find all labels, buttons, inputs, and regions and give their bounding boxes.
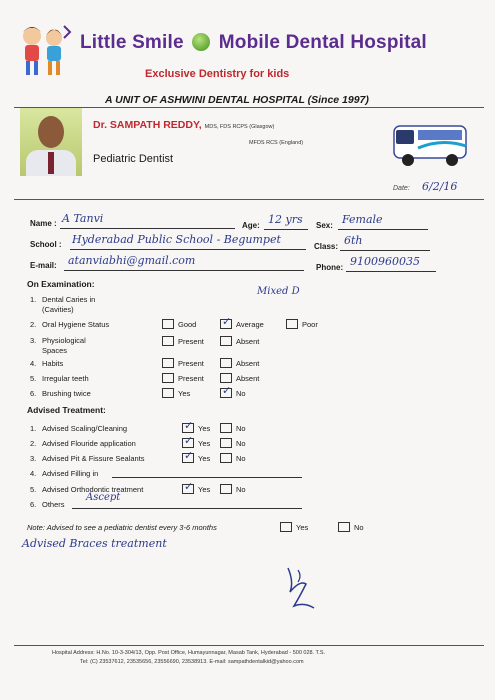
treat-item-flouride: Advised Flouride application — [42, 439, 136, 448]
option-label: Yes — [178, 388, 191, 398]
option-label: Yes — [296, 522, 309, 532]
footer-address: Hospital Address: H.No. 10-3-304/13, Opp. Post Office, Humayunnagar, Masab Tank, Hyderabad - 500 028. T.S. — [52, 650, 326, 656]
school-value: Hyderabad Public School - Begumpet — [72, 233, 281, 246]
tooth-logo-icon — [192, 33, 210, 51]
phone-label: Phone: — [316, 263, 344, 272]
checkbox-checked[interactable] — [182, 438, 194, 448]
treat-num-4: 4. — [30, 469, 37, 478]
checkbox[interactable] — [220, 358, 232, 368]
treat-item-others: Others — [42, 500, 65, 509]
option-label: Yes — [198, 423, 211, 433]
treat-item-ortho: Advised Orthodontic treatment — [42, 485, 144, 494]
class-value: 6th — [344, 234, 363, 247]
ortho-no-option[interactable] — [220, 484, 246, 494]
checkbox[interactable] — [286, 319, 298, 329]
age-value: 12 yrs — [268, 213, 303, 226]
spaces-present-option[interactable] — [162, 336, 204, 346]
checkbox-checked[interactable] — [182, 423, 194, 433]
note-yes-option[interactable] — [280, 522, 308, 532]
sex-value: Female — [342, 213, 383, 226]
checkbox[interactable] — [220, 453, 232, 463]
treatment-heading: Advised Treatment: — [27, 405, 106, 415]
doctor-name: Dr. SAMPATH REDDY, — [93, 119, 202, 131]
sex-label: Sex: — [316, 221, 333, 230]
class-label: Class: — [314, 242, 339, 251]
header-divider — [14, 107, 484, 108]
checkbox[interactable] — [162, 319, 174, 329]
option-label: Present — [178, 358, 204, 368]
scaling-yes-option[interactable] — [182, 423, 210, 433]
sealants-yes-option[interactable] — [182, 453, 210, 463]
treat-item-scaling: Advised Scaling/Cleaning — [42, 424, 128, 433]
filling-underline — [112, 477, 302, 478]
school-label: School : — [30, 240, 62, 249]
doctor-quals-2: MFDS RCS (England) — [249, 140, 304, 146]
tagline: Exclusive Dentistry for kids — [145, 68, 290, 80]
irregular-present-option[interactable] — [162, 373, 204, 383]
checkbox[interactable] — [338, 522, 350, 532]
option-label: Absent — [236, 373, 260, 383]
checkbox[interactable] — [162, 388, 174, 398]
habits-absent-option[interactable] — [220, 358, 259, 368]
note-no-option[interactable] — [338, 522, 364, 532]
scaling-no-option[interactable] — [220, 423, 246, 433]
treat-item-sealants: Advised Pit & Fissure Sealants — [42, 454, 145, 463]
examination-note: Mixed D — [257, 286, 300, 297]
date-label: Date: — [393, 185, 410, 192]
exam-item-spaces: Physiological — [42, 336, 86, 345]
school-underline — [70, 249, 306, 250]
exam-item-caries: Dental Caries in — [42, 295, 96, 304]
exam-item-brushing: Brushing twice — [42, 389, 91, 398]
kids-logo-icon — [14, 22, 74, 80]
exam-num-3: 3. — [30, 336, 37, 345]
name-label: Name : — [30, 219, 57, 228]
others-underline — [72, 508, 302, 509]
exam-num-6: 6. — [30, 389, 37, 398]
signature-icon — [280, 562, 320, 614]
option-label: Absent — [236, 358, 260, 368]
option-label: Present — [178, 336, 204, 346]
exam-item-spaces-sub: Spaces — [42, 346, 68, 355]
email-label: E-mail: — [30, 261, 57, 270]
checkbox-checked[interactable] — [220, 388, 232, 398]
doctor-divider — [14, 199, 484, 200]
option-label: Yes — [198, 438, 211, 448]
unit-line: A UNIT OF ASHWINI DENTAL HOSPITAL (Since 1997) — [105, 94, 369, 106]
exam-num-1: 1. — [30, 295, 37, 304]
doctor-role: Pediatric Dentist — [93, 153, 174, 165]
checkbox[interactable] — [220, 336, 232, 346]
phone-underline — [346, 271, 436, 272]
option-label: No — [236, 438, 246, 448]
title-left: Little Smile — [80, 32, 184, 53]
treat-num-1: 1. — [30, 424, 37, 433]
email-value: atanviabhi@gmail.com — [68, 254, 196, 267]
footer-contact: Tel: (C) 23537612, 23535656, 23556690, 23538913. E-mail: sampathdentalkid@yahoo.com — [80, 659, 304, 665]
option-label: Present — [178, 373, 204, 383]
ortho-yes-option[interactable] — [182, 484, 210, 494]
exam-num-5: 5. — [30, 374, 37, 383]
spaces-absent-option[interactable] — [220, 336, 259, 346]
treat-num-3: 3. — [30, 454, 37, 463]
treat-num-5: 5. — [30, 485, 37, 494]
sealants-no-option[interactable] — [220, 453, 246, 463]
exam-item-irregular: Irregular teeth — [42, 374, 89, 383]
checkbox[interactable] — [220, 373, 232, 383]
option-label: Poor — [302, 319, 318, 329]
option-label: No — [236, 453, 246, 463]
option-label: Good — [178, 319, 197, 329]
checkbox[interactable] — [220, 484, 232, 494]
exam-item-habits: Habits — [42, 359, 64, 368]
checkbox[interactable] — [162, 373, 174, 383]
note-text: Note: Advised to see a pediatric dentist every 3-6 months — [27, 523, 217, 532]
doctor-quals-1: MDS, FDS RCPS (Glasgow) — [204, 124, 275, 130]
habits-present-option[interactable] — [162, 358, 204, 368]
name-value: A Tanvi — [62, 212, 104, 225]
option-label: Average — [236, 319, 264, 329]
treat-item-filling: Advised Filling in — [42, 469, 99, 478]
mobile-bus-icon — [392, 118, 470, 170]
exam-num-2: 2. — [30, 320, 37, 329]
checkbox[interactable] — [220, 438, 232, 448]
others-value: Ascept — [86, 492, 121, 503]
checkbox[interactable] — [280, 522, 292, 532]
name-underline — [60, 228, 235, 229]
age-label: Age: — [242, 221, 260, 230]
checkbox[interactable] — [220, 423, 232, 433]
flouride-no-option[interactable] — [220, 438, 246, 448]
checkbox-checked[interactable] — [220, 319, 232, 329]
checkbox[interactable] — [162, 358, 174, 368]
exam-item-caries-sub: (Cavities) — [42, 305, 74, 314]
doctor-name-line — [93, 119, 274, 131]
exam-item-hygiene: Oral Hygiene Status — [42, 320, 110, 329]
title-right: Mobile Dental Hospital — [218, 32, 427, 53]
class-underline — [340, 250, 430, 251]
treat-num-6: 6. — [30, 500, 37, 509]
hygiene-poor-option[interactable] — [286, 319, 318, 329]
hospital-title — [80, 32, 427, 54]
brushing-no-option[interactable] — [220, 388, 246, 398]
hygiene-average-option[interactable] — [220, 319, 264, 329]
option-label: No — [236, 484, 246, 494]
age-underline — [264, 229, 308, 230]
examination-heading: On Examination: — [27, 279, 95, 289]
treat-num-2: 2. — [30, 439, 37, 448]
option-label: No — [236, 388, 246, 398]
phone-value: 9100960035 — [350, 255, 420, 268]
footer-divider — [14, 645, 484, 646]
brushing-yes-option[interactable] — [162, 388, 190, 398]
checkbox[interactable] — [162, 336, 174, 346]
option-label: Absent — [236, 336, 260, 346]
handwritten-note: Advised Braces treatment — [22, 537, 167, 550]
option-label: Yes — [198, 484, 211, 494]
checkbox-checked[interactable] — [182, 484, 194, 494]
irregular-absent-option[interactable] — [220, 373, 259, 383]
flouride-yes-option[interactable] — [182, 438, 210, 448]
hygiene-good-option[interactable] — [162, 319, 196, 329]
option-label: No — [354, 522, 364, 532]
option-label: Yes — [198, 453, 211, 463]
email-underline — [64, 270, 304, 271]
exam-num-4: 4. — [30, 359, 37, 368]
sex-underline — [338, 229, 428, 230]
doctor-photo — [20, 108, 82, 176]
date-value: 6/2/16 — [422, 180, 458, 193]
checkbox-checked[interactable] — [182, 453, 194, 463]
option-label: No — [236, 423, 246, 433]
